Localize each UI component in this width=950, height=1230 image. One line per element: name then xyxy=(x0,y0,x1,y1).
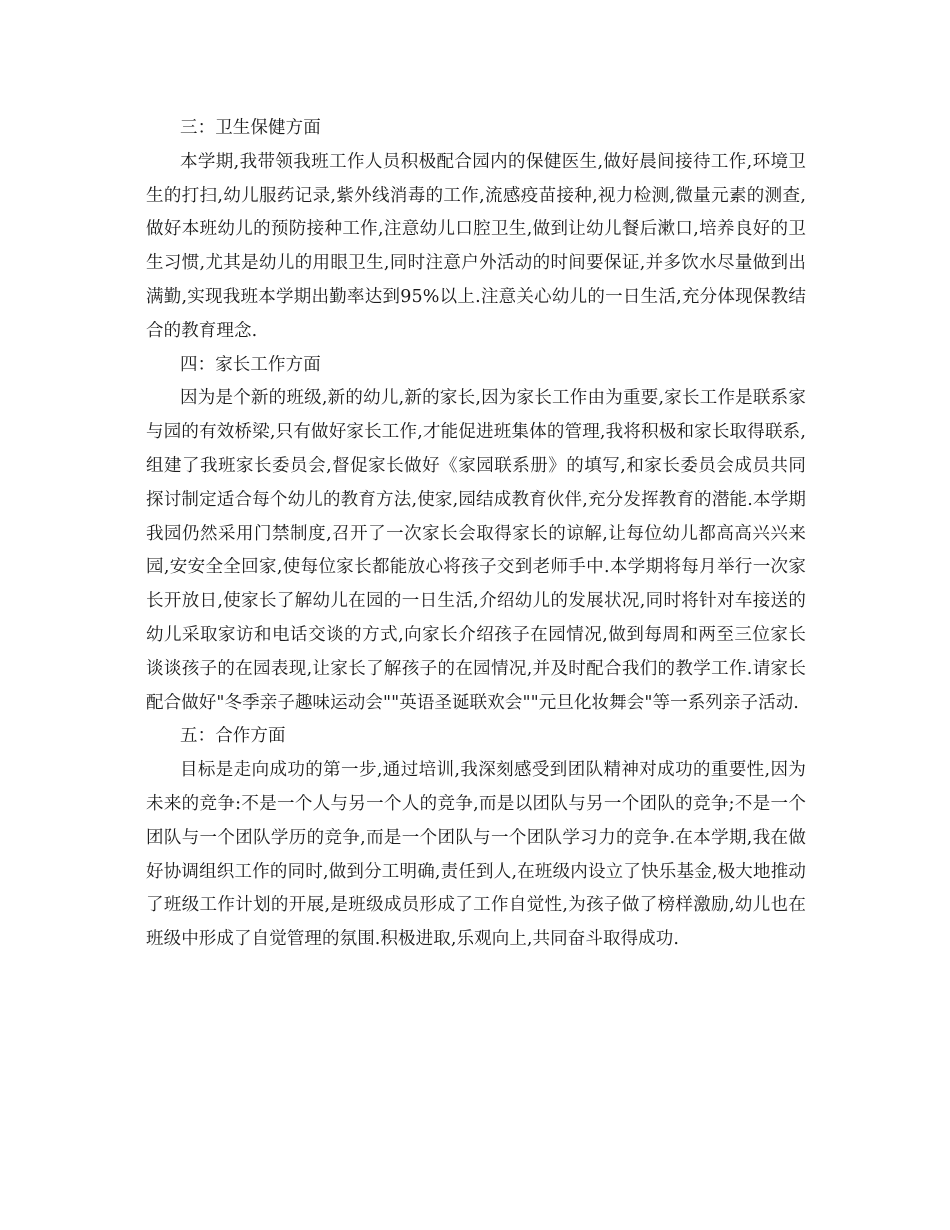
section-body-parents: 因为是个新的班级,新的幼儿,新的家长,因为家长工作由为重要,家长工作是联系家与园的有效桥梁,只有做好家长工作,才能促进班集体的管理,我将积极和家长取得联系,组建了我班家长委员会,督促家长做好《家园联系册》的填写,和家长委员会成员共同探讨制定适合每个幼儿的教育方法,使家,园结成教育伙伴,充分发挥教育的潜能.本学期我园仍然采用门禁制度,召开了一次家长会取得家长的谅解,让每位幼儿都高高兴兴来园,安安全全回家,使每位家长都能放心将孩子交到老师手中.本学期将每月举行一次家长开放日,使家长了解幼儿在园的一日生活,介绍幼儿的发展状况,同时将针对车接送的幼儿采取家访和电话交谈的方式,向家长介绍孩子在园情况,做到每周和两至三位家长谈谈孩子的在园表现,让家长了解孩子的在园情况,并及时配合我们的教学工作.请家长配合做好"冬季亲子趣味运动会""英语圣诞联欢会""元旦化妆舞会"等一系列亲子活动. xyxy=(146,388,806,713)
section-body-hygiene: 本学期,我带领我班工作人员积极配合园内的保健医生,做好晨间接待工作,环境卫生的打扫,幼儿服药记录,紫外线消毒的工作,流感疫苗接种,视力检测,微量元素的测查,做好本班幼儿的预防接种工作,注意幼儿口腔卫生,做到让幼儿餐后漱口,培养良好的卫生习惯,尤其是幼儿的用眼卫生,同时注意户外活动的时间要保证,并多饮水尽量做到出满勤,实现我班本学期出勤率达到95%以上.注意关心幼儿的一日生活,充分体现保教结合的教育理念. xyxy=(146,151,806,341)
section-heading-parents: 四：家长工作方面 xyxy=(180,354,321,375)
section-heading-cooperation: 五：合作方面 xyxy=(180,726,286,747)
section-heading-hygiene: 三：卫生保健方面 xyxy=(180,118,321,138)
section-body-cooperation: 目标是走向成功的第一步,通过培训,我深刻感受到团队精神对成功的重要性,因为未来的竞争:不是一个人与另一个人的竞争,而是以团队与另一个团队的竞争;不是一个团队与一个团队学历的竞争,而是一个团队与一个团队学习力的竞争.在本学期,我在做好协调组织工作的同时,做到分工明确,责任到人,在班级内设立了快乐基金,极大地推动了班级工作计划的开展,是班级成员形成了工作自觉性,为孩子做了榜样激励,幼儿也在班级中形成了自觉管理的氛围.积极进取,乐观向上,共同奋斗取得成功. xyxy=(146,760,806,950)
document-body xyxy=(146,112,806,957)
